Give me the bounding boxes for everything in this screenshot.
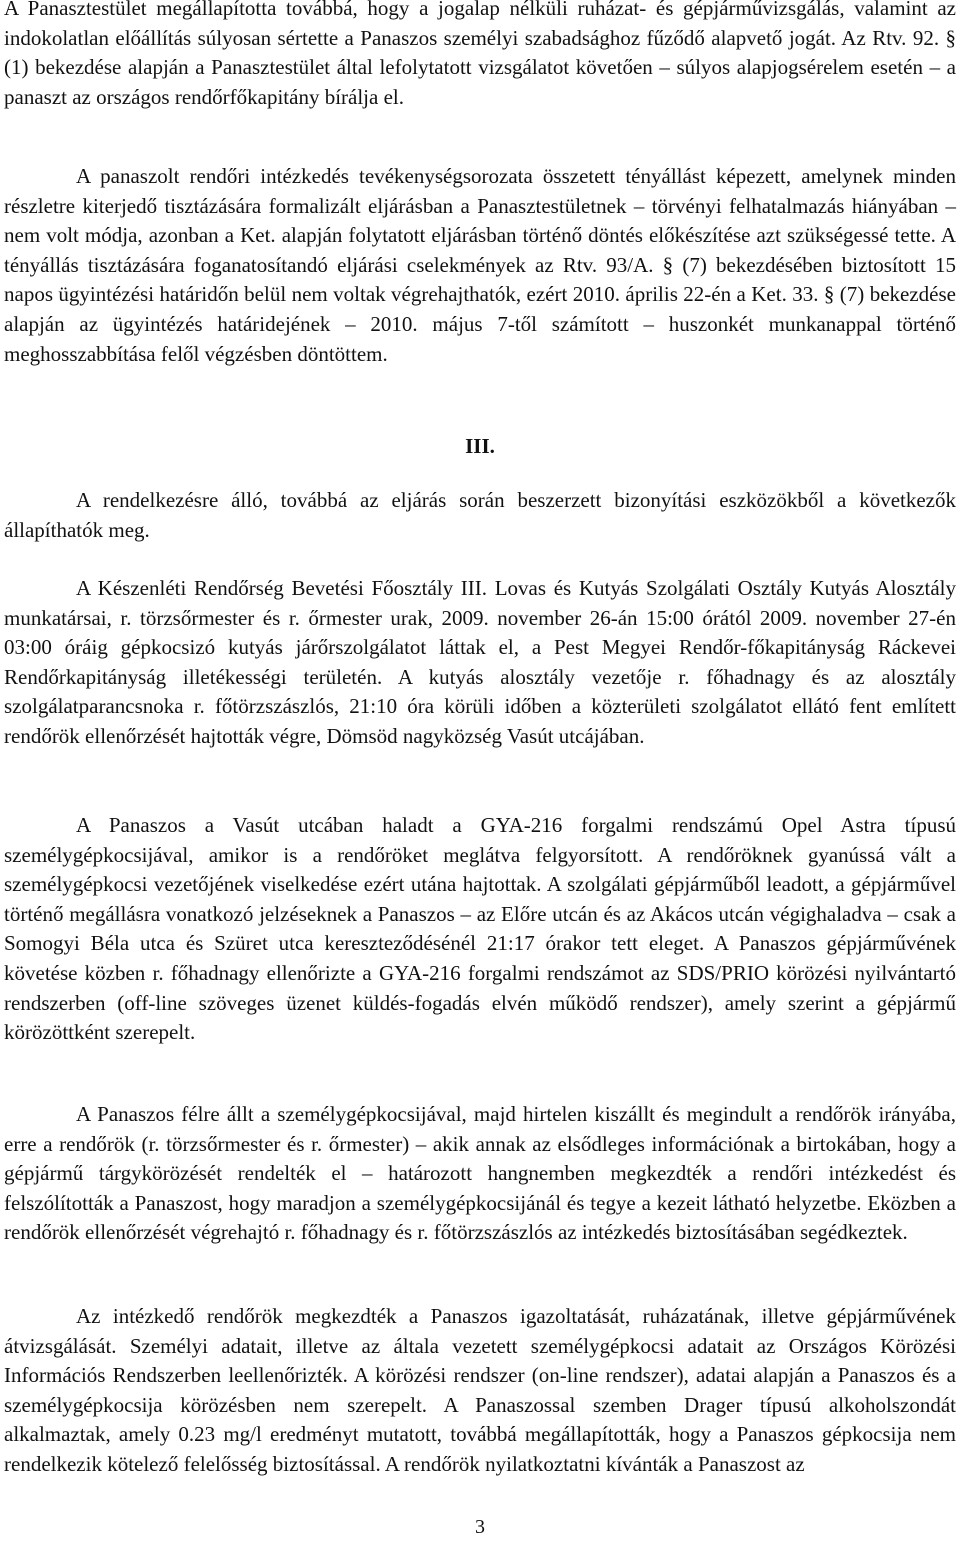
paragraph-7: Az intézkedő rendőrök megkezdték a Panaszos igazoltatását, ruházatának, illetve gépjárművének átvizsgálását. Személyi adatait, illetve az általa vezetett személygépkocsi adatait az Országos Körözési Információs Rendszerben leellenőrizték. A körözési rendszer (on-line rendszer), adatai alapján a Panaszos és a személygépkocsija körözésben nem szerepelt. A Panaszossal szemben Drager típusú alkoholszondát alkalmaztak, amely 0.23 mg/l eredményt mutatott, továbbá megállapították, hogy a Panaszos gépkocsija nem rendelkezik kötelező felelősség biztosítással. A rendőrök nyilatkoztatni kívánták a Panaszost az (4, 1304, 956, 1476)
paragraph-6: A Panaszos félre állt a személygépkocsijával, majd hirtelen kiszállt és megindult a rendőrök irányába, erre a rendőrök (r. törzsőrmester és r. őrmester) – akik annak az elsődleges információnak a birtokában, hogy a gépjármű tárgykörözését rendelték el – határozott hangnemben megkezdték a rendőri intézkedést és felszólították a Panaszost, hogy maradjon a személygépkocsijánál és tegye a kezeit látható helyzetbe. Eközben a rendőrök ellenőrzését végrehajtó r. főhadnagy és r. főtörzszászlós az intézkedés biztosításában segédkeztek. (4, 1102, 956, 1245)
paragraph-3: A rendelkezésre álló, továbbá az eljárás során beszerzett bizonyítási eszközökből a következők állapíthatók meg. (4, 488, 956, 542)
paragraph-4: A Készenléti Rendőrség Bevetési Főosztály III. Lovas és Kutyás Szolgálati Osztály Kutyás Alosztály munkatársai, r. törzsőrmester és r. őrmester urak, 2009. november 26-án 15:00 órától 2009. november 27-én 03:00 óráig gépkocsizó kutyás járőrszolgálatot láttak el, a Pest Megyei Rendőr-főkapitányság Ráckevei Rendőrkapitányság illetékességi területén. A kutyás alosztály vezetője r. főhadnagy és az alosztály szolgálatparancsnoka r. főtörzszászlós, 21:10 óra körüli időben a közterületi szolgálatot ellátó fent említett rendőrök ellenőrzését hajtották végre, Dömsöd nagyközség Vasút utcájában. (4, 576, 956, 748)
paragraph-2: A panaszolt rendőri intézkedés tevékenységsorozata összetett tényállást képezett, amelynek minden részletre kiterjedő tisztázására formalizált eljárásban a Panasztestületnek – törvényi felhatalmazás hiányában – nem volt módja, azonban a Ket. alapján folytatott eljárásban történő döntés előkészítése azt szükségessé tette. A tényállás tisztázására foganatosítandó eljárási cselekmények az Rtv. 93/A. § (7) bekezdésében biztosított 15 napos ügyintézési határidőn belül nem voltak végrehajthatók, ezért 2010. április 22-én a Ket. 33. § (7) bekezdése alapján az ügyintézés határidejének – 2010. május 7-től számított – huszonkét munkanappal történő meghosszabbítása felől végzésben döntöttem. (4, 164, 956, 366)
page-number: 3 (475, 1516, 485, 1538)
paragraph-1: A Panasztestület megállapította továbbá, hogy a jogalap nélküli ruházat- és gépjárművizsgálás, valamint az indokolatlan előállítás súlyosan sértette a Panaszos személyi szabadsághoz fűződő alapvető jogát. Az Rtv. 92. § (1) bekezdése alapján a Panasztestület által lefolytatott vizsgálatot követően – súlyos alapjogsérelem esetén – a panaszt az országos rendőrfőkapitány bírálja el. (4, 0, 956, 109)
section-heading: III. (465, 434, 495, 458)
paragraph-5: A Panaszos a Vasút utcában haladt a GYA-216 forgalmi rendszámú Opel Astra típusú személygépkocsijával, amikor is a rendőröket meglátva felgyorsított. A rendőröknek gyanússá vált a személygépkocsi vezetőjének viselkedése ezért utána hajtottak. A szolgálati gépjárműből leadott, a gépjárművel történő megállásra vonatkozó jelzéseknek a Panaszos – az Előre utcán és az Akácos utcán végighaladva – csak a Somogyi Béla utca és Szüret utca kereszteződésénél 21:17 órakor tett eleget. A Panaszos gépjárművének követése közben r. főhadnagy ellenőrizte a GYA-216 forgalmi rendszámot az SDS/PRIO körözési nyilvántartó rendszerben (off-line szöveges üzenet küldés-fogadás elvén működő rendszer), amely szerint a gépjármű körözöttként szerepelt. (4, 813, 956, 1045)
